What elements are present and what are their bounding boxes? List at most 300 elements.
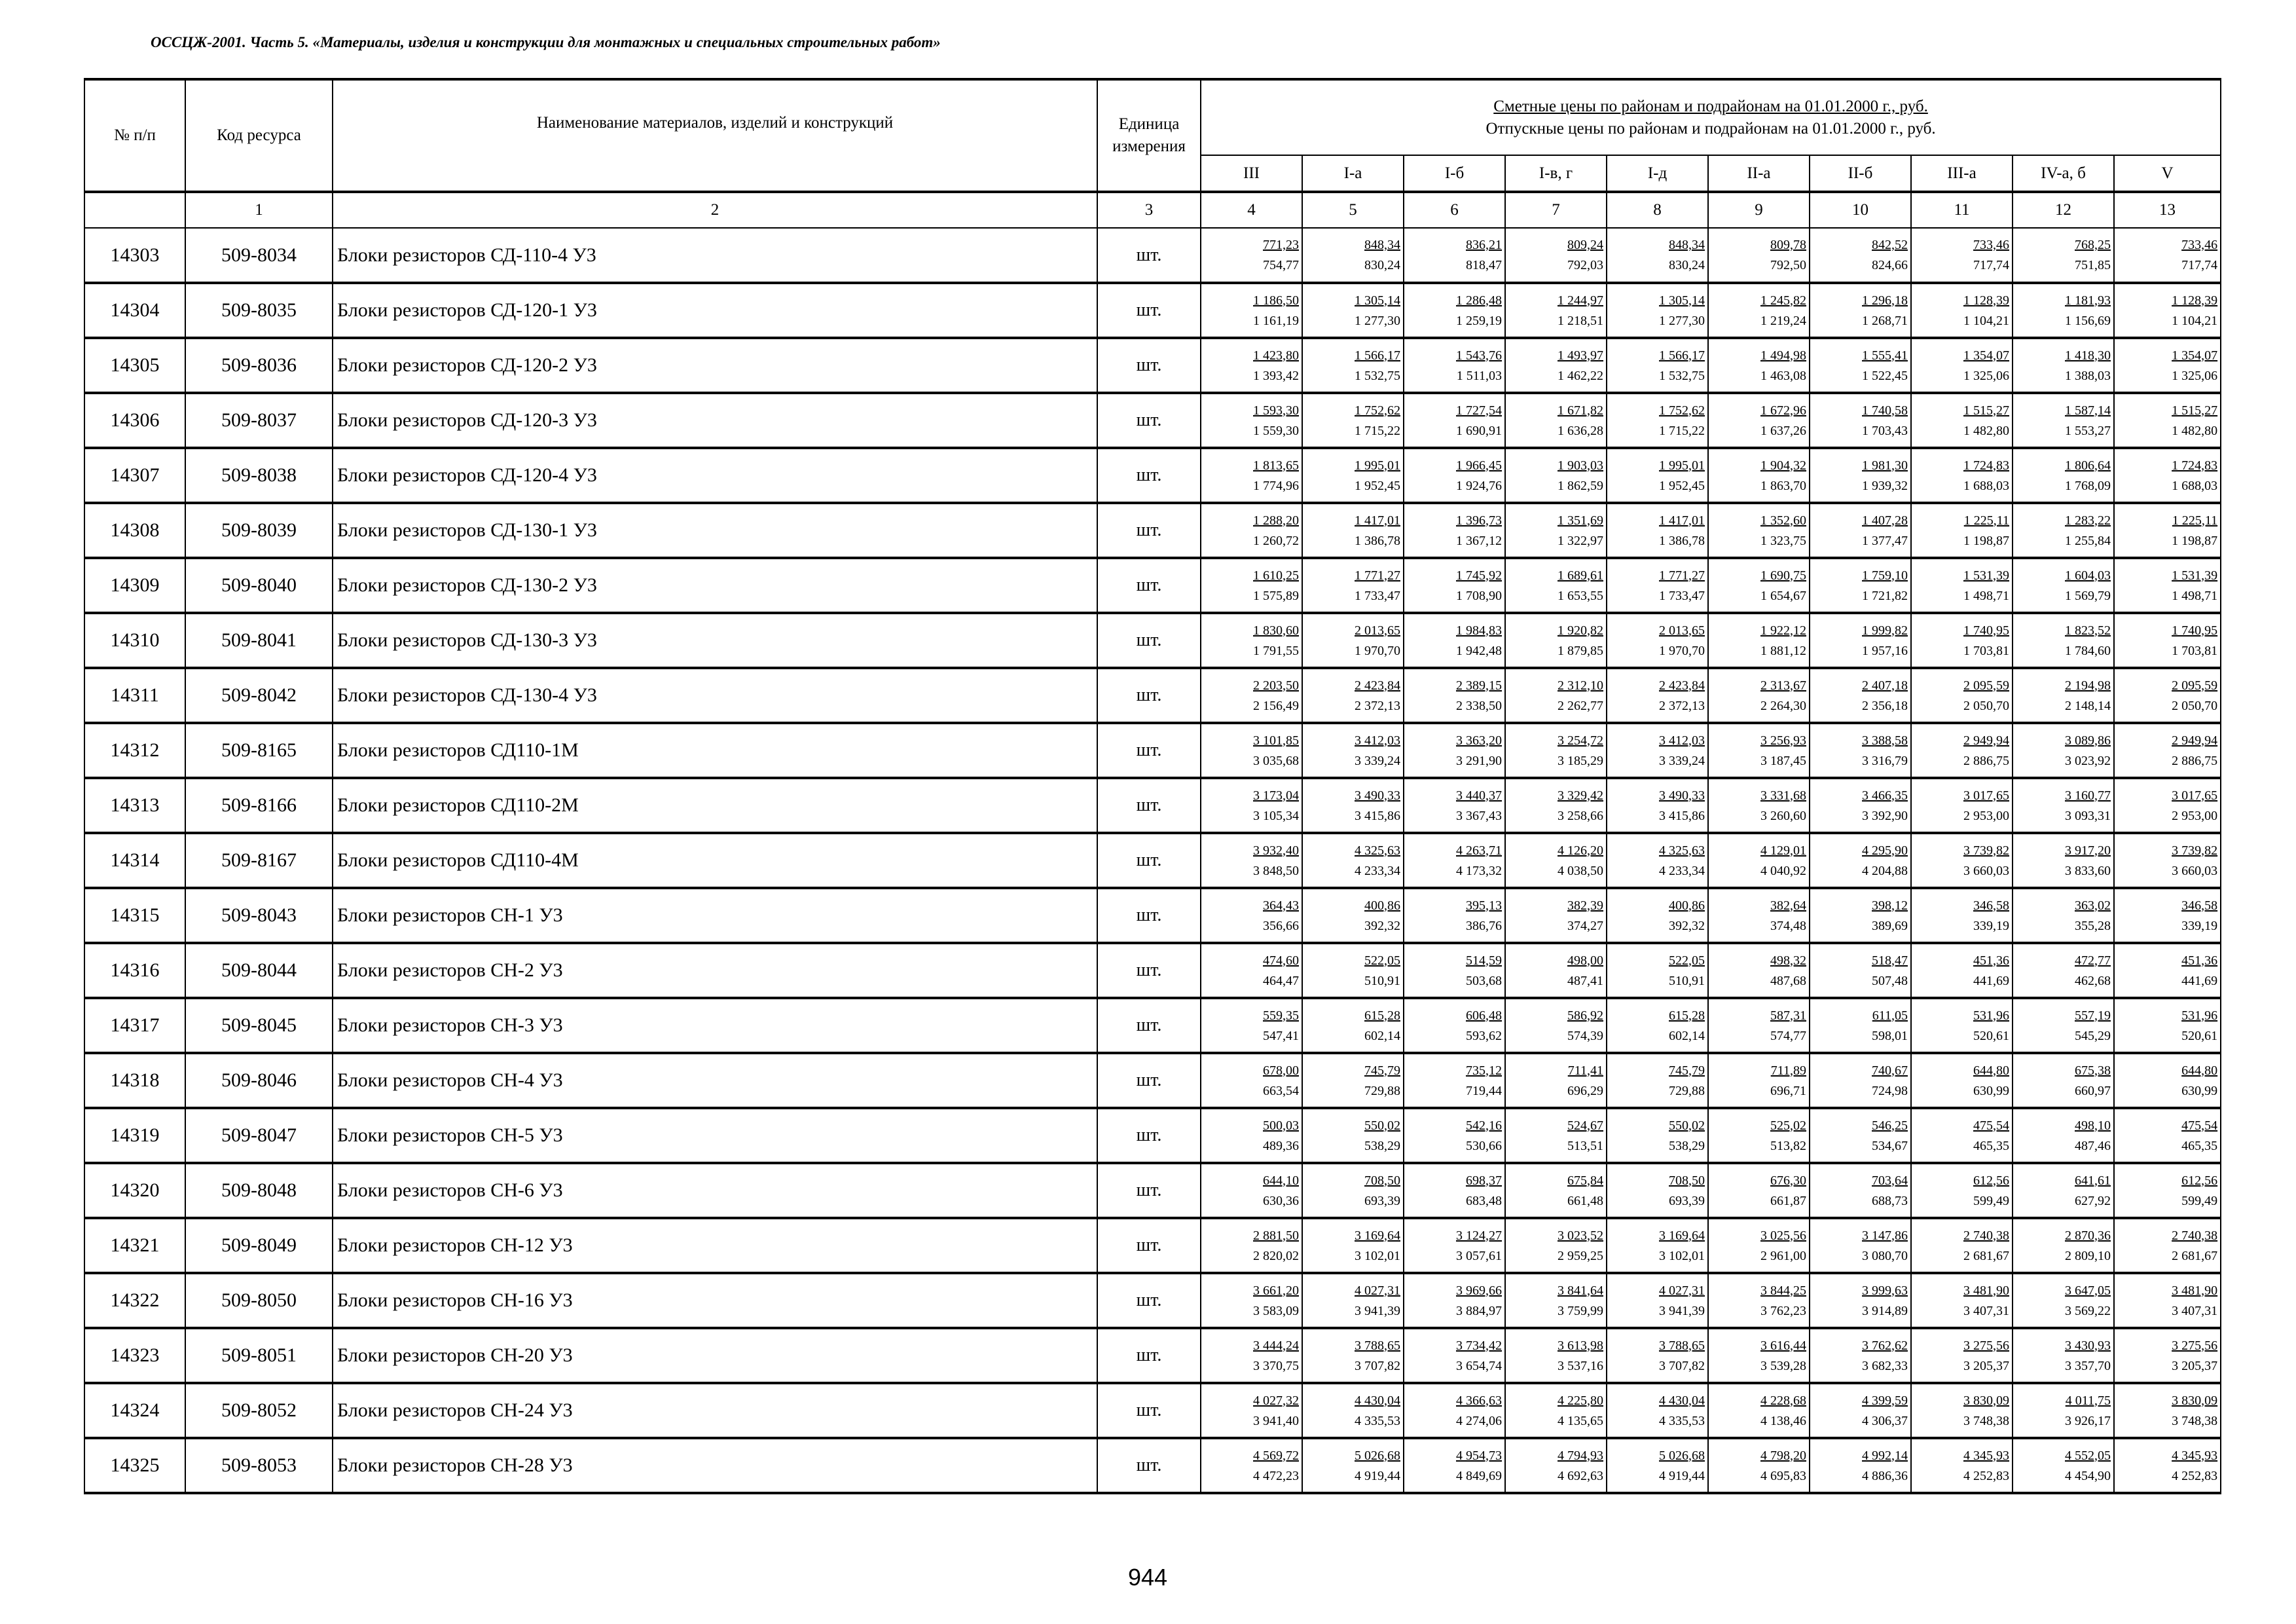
- release-price: 2 372,13: [1659, 698, 1705, 713]
- resource-code: 509-8048: [185, 1163, 333, 1218]
- row-number: 14309: [84, 558, 185, 613]
- table-row: [84, 558, 2221, 613]
- release-price: 3 407,31: [2172, 1303, 2218, 1318]
- release-price: 1 791,55: [1253, 643, 1299, 658]
- price-cell: [1201, 1108, 1302, 1163]
- table-row: [84, 723, 2221, 778]
- price-cell: [1911, 1053, 2013, 1108]
- table-row: [84, 833, 2221, 888]
- price-cell: [1404, 283, 1505, 338]
- release-price: 660,97: [2075, 1083, 2111, 1098]
- price-cell: [1201, 888, 1302, 943]
- estimate-price: 1 351,69: [1558, 513, 1603, 528]
- estimate-price: 1 995,01: [1659, 458, 1705, 473]
- resource-code: 509-8040: [185, 558, 333, 613]
- estimate-price: 2 013,65: [1355, 623, 1400, 638]
- unit: шт.: [1097, 613, 1201, 668]
- price-cell: [2013, 1053, 2114, 1108]
- price-cell: [2114, 1163, 2221, 1218]
- price-cell: [1201, 668, 1302, 723]
- price-cell: [1607, 778, 1708, 833]
- estimate-price: 395,13: [1466, 898, 1502, 913]
- unit: шт.: [1097, 448, 1201, 503]
- estimate-price: 3 734,42: [1456, 1338, 1502, 1353]
- price-cell: [1505, 503, 1607, 558]
- price-cell: [1302, 943, 1404, 998]
- release-price: 4 233,34: [1355, 863, 1400, 878]
- table-row: [84, 283, 2221, 338]
- estimate-price: 1 740,58: [1862, 403, 1908, 418]
- price-cell: [1404, 943, 1505, 998]
- price-cell: [1607, 448, 1708, 503]
- estimate-price: 1 244,97: [1558, 293, 1603, 308]
- estimate-price: 4 954,73: [1456, 1448, 1502, 1463]
- release-price: 547,41: [1263, 1028, 1299, 1043]
- price-cell: [1911, 448, 2013, 503]
- estimate-price: 1 671,82: [1558, 403, 1603, 418]
- release-price: 1 636,28: [1558, 423, 1603, 438]
- item-name: Блоки резисторов СН-1 У3: [333, 888, 1097, 943]
- estimate-price: 4 027,31: [1659, 1283, 1705, 1298]
- price-cell: [2114, 833, 2221, 888]
- price-cell: [1404, 613, 1505, 668]
- estimate-price: 1 672,96: [1760, 403, 1806, 418]
- estimate-price: 3 613,98: [1558, 1338, 1603, 1353]
- estimate-price: 1 752,62: [1659, 403, 1705, 418]
- price-cell: [1607, 613, 1708, 668]
- price-cell: [2114, 1218, 2221, 1273]
- release-price: 1 377,47: [1862, 533, 1908, 548]
- row-number: 14306: [84, 393, 185, 448]
- release-price: 356,66: [1263, 918, 1299, 933]
- price-cell: [1404, 998, 1505, 1053]
- price-cell: [1810, 393, 1911, 448]
- estimate-price: 2 423,84: [1355, 678, 1400, 693]
- release-price: 2 264,30: [1760, 698, 1806, 713]
- release-price: 630,99: [2181, 1083, 2218, 1098]
- release-price: 3 848,50: [1253, 863, 1299, 878]
- table-row: [84, 393, 2221, 448]
- estimate-price: 531,96: [2181, 1008, 2218, 1023]
- price-cell: [1302, 228, 1404, 283]
- price-cell: [1810, 668, 1911, 723]
- estimate-price: 1 966,45: [1456, 458, 1502, 473]
- estimate-price: 1 771,27: [1659, 568, 1705, 583]
- release-price: 4 204,88: [1862, 863, 1908, 878]
- price-cell: [1505, 1438, 1607, 1493]
- price-cell: [1708, 1218, 1810, 1273]
- price-cell: [1302, 998, 1404, 1053]
- release-price: 3 105,34: [1253, 808, 1299, 823]
- release-price: 538,29: [1669, 1138, 1705, 1153]
- estimate-price: 525,02: [1770, 1118, 1806, 1133]
- column-number: 5: [1302, 192, 1404, 228]
- region-header: II-б: [1810, 155, 1911, 192]
- estimate-price: 615,28: [1364, 1008, 1400, 1023]
- price-cell: [1810, 1218, 1911, 1273]
- resource-code: 509-8043: [185, 888, 333, 943]
- release-price: 1 482,80: [1963, 423, 2009, 438]
- table-row: [84, 668, 2221, 723]
- price-cell: [1810, 1163, 1911, 1218]
- resource-code: 509-8039: [185, 503, 333, 558]
- estimate-price: 3 481,90: [2172, 1283, 2218, 1298]
- unit: шт.: [1097, 1438, 1201, 1493]
- estimate-price: 4 366,63: [1456, 1393, 1502, 1408]
- release-price: 574,77: [1770, 1028, 1806, 1043]
- estimate-price: 676,30: [1770, 1173, 1806, 1188]
- estimate-price: 4 027,31: [1355, 1283, 1400, 1298]
- release-price: 717,74: [2181, 258, 2218, 272]
- estimate-price: 1 225,11: [1963, 513, 2009, 528]
- price-cell: [1607, 283, 1708, 338]
- release-price: 3 260,60: [1760, 808, 1806, 823]
- price-cell: [1505, 1273, 1607, 1328]
- price-cell: [1911, 613, 2013, 668]
- release-price: 4 306,37: [1862, 1413, 1908, 1428]
- price-cell: [2013, 393, 2114, 448]
- unit: шт.: [1097, 668, 1201, 723]
- estimate-price: 3 466,35: [1862, 788, 1908, 803]
- estimate-price: 1 830,60: [1253, 623, 1299, 638]
- estimate-price: 498,00: [1567, 953, 1603, 968]
- estimate-price: 586,92: [1567, 1008, 1603, 1023]
- price-cell: [1708, 1053, 1810, 1108]
- price-cell: [1607, 833, 1708, 888]
- estimate-price: 2 203,50: [1253, 678, 1299, 693]
- release-price: 717,74: [1973, 258, 2009, 272]
- estimate-price: 522,05: [1669, 953, 1705, 968]
- price-cell: [1911, 1383, 2013, 1438]
- release-price: 3 884,97: [1456, 1303, 1502, 1318]
- price-cell: [1708, 393, 1810, 448]
- release-price: 530,66: [1466, 1138, 1502, 1153]
- release-price: 1 463,08: [1760, 368, 1806, 383]
- price-cell: [1911, 283, 2013, 338]
- estimate-price: 4 027,32: [1253, 1393, 1299, 1408]
- estimate-price: 451,36: [2181, 953, 2218, 968]
- release-price: 545,29: [2075, 1028, 2111, 1043]
- estimate-price: 644,80: [1973, 1063, 2009, 1078]
- estimate-price: 1 531,39: [1963, 568, 2009, 583]
- estimate-price: 4 345,93: [2172, 1448, 2218, 1463]
- release-price: 3 291,90: [1456, 753, 1502, 768]
- release-price: 2 809,10: [2065, 1248, 2111, 1263]
- release-price: 3 057,61: [1456, 1248, 1502, 1263]
- region-header: II-а: [1708, 155, 1810, 192]
- estimate-price: 4 345,93: [1963, 1448, 2009, 1463]
- price-cell: [1201, 1273, 1302, 1328]
- estimate-price: 500,03: [1263, 1118, 1299, 1133]
- estimate-price: 3 969,66: [1456, 1283, 1502, 1298]
- price-cell: [1505, 833, 1607, 888]
- release-price: 2 050,70: [1963, 698, 2009, 713]
- price-cell: [1505, 888, 1607, 943]
- unit: шт.: [1097, 998, 1201, 1053]
- price-cell: [1201, 833, 1302, 888]
- release-price: 1 255,84: [2065, 533, 2111, 548]
- estimate-price: 1 543,76: [1456, 348, 1502, 363]
- estimate-price: 3 932,40: [1253, 843, 1299, 858]
- row-number: 14315: [84, 888, 185, 943]
- price-cell: [1404, 1438, 1505, 1493]
- release-price: 513,51: [1567, 1138, 1603, 1153]
- estimate-price: 1 352,60: [1760, 513, 1806, 528]
- estimate-price: 809,78: [1770, 238, 1806, 252]
- release-price: 1 559,30: [1253, 423, 1299, 438]
- estimate-price: 1 354,07: [1963, 348, 2009, 363]
- estimate-price: 3 017,65: [1963, 788, 2009, 803]
- price-cell: [1708, 1163, 1810, 1218]
- release-price: 4 252,83: [2172, 1468, 2218, 1483]
- estimate-price: 735,12: [1466, 1063, 1502, 1078]
- estimate-price: 1 745,92: [1456, 568, 1502, 583]
- price-cell: [1302, 1163, 1404, 1218]
- price-cell: [2013, 723, 2114, 778]
- column-number: 4: [1201, 192, 1302, 228]
- release-price: 1 862,59: [1558, 478, 1603, 493]
- estimate-price: 733,46: [1973, 238, 2009, 252]
- row-number: 14320: [84, 1163, 185, 1218]
- price-cell: [1607, 1108, 1708, 1163]
- release-price: 1 654,67: [1760, 588, 1806, 603]
- estimate-price: 5 026,68: [1659, 1448, 1705, 1463]
- item-name: Блоки резисторов СД-130-1 У3: [333, 503, 1097, 558]
- estimate-price: 3 173,04: [1253, 788, 1299, 803]
- price-cell: [2013, 448, 2114, 503]
- release-price: 355,28: [2075, 918, 2111, 933]
- release-price: 4 472,23: [1253, 1468, 1299, 1483]
- estimate-price: 1 396,73: [1456, 513, 1502, 528]
- release-price: 3 339,24: [1659, 753, 1705, 768]
- row-number: 14311: [84, 668, 185, 723]
- price-cell: [1302, 558, 1404, 613]
- price-cell: [1911, 943, 2013, 998]
- row-number: 14313: [84, 778, 185, 833]
- release-price: 4 919,44: [1659, 1468, 1705, 1483]
- release-price: 4 335,53: [1659, 1413, 1705, 1428]
- release-price: 1 863,70: [1760, 478, 1806, 493]
- estimate-price: 4 228,68: [1760, 1393, 1806, 1408]
- release-price: 4 886,36: [1862, 1468, 1908, 1483]
- release-price: 661,48: [1567, 1193, 1603, 1208]
- price-cell: [1302, 1218, 1404, 1273]
- release-price: 1 942,48: [1456, 643, 1502, 658]
- estimate-price: 4 992,14: [1862, 1448, 1908, 1463]
- unit: шт.: [1097, 1218, 1201, 1273]
- release-price: 693,39: [1364, 1193, 1400, 1208]
- resource-code: 509-8166: [185, 778, 333, 833]
- release-price: 1 703,43: [1862, 423, 1908, 438]
- release-price: 729,88: [1669, 1083, 1705, 1098]
- price-cell: [1810, 1438, 1911, 1493]
- estimate-price: 2 313,67: [1760, 678, 1806, 693]
- release-price: 1 104,21: [2172, 313, 2218, 328]
- release-price: 1 774,96: [1253, 478, 1299, 493]
- price-cell: [1607, 1053, 1708, 1108]
- release-price: 2 959,25: [1558, 1248, 1603, 1263]
- estimate-price: 4 798,20: [1760, 1448, 1806, 1463]
- release-price: 2 681,67: [2172, 1248, 2218, 1263]
- estimate-price: 382,39: [1567, 898, 1603, 913]
- table-row: [84, 998, 2221, 1053]
- estimate-price: 363,02: [2075, 898, 2111, 913]
- resource-code: 509-8035: [185, 283, 333, 338]
- estimate-price: 4 399,59: [1862, 1393, 1908, 1408]
- item-name: Блоки резисторов СД-120-4 У3: [333, 448, 1097, 503]
- estimate-price: 1 759,10: [1862, 568, 1908, 583]
- release-price: 3 941,39: [1659, 1303, 1705, 1318]
- estimate-price: 1 493,97: [1558, 348, 1603, 363]
- price-cell: [1607, 943, 1708, 998]
- price-cell: [1607, 228, 1708, 283]
- release-price: 4 274,06: [1456, 1413, 1502, 1428]
- estimate-price: 4 126,20: [1558, 843, 1603, 858]
- estimate-price: 3 275,56: [2172, 1338, 2218, 1353]
- header-unit: Единица измерения: [1097, 79, 1201, 192]
- release-price: 661,87: [1770, 1193, 1806, 1208]
- estimate-price: 1 995,01: [1355, 458, 1400, 473]
- price-cell: [1708, 723, 1810, 778]
- estimate-price: 3 169,64: [1659, 1228, 1705, 1243]
- price-cell: [1201, 503, 1302, 558]
- release-price: 1 156,69: [2065, 313, 2111, 328]
- price-cell: [1810, 338, 1911, 393]
- release-price: 724,98: [1872, 1083, 1908, 1098]
- header-num: № п/п: [84, 79, 185, 192]
- estimate-price: 1 922,12: [1760, 623, 1806, 638]
- item-name: Блоки резисторов СН-28 У3: [333, 1438, 1097, 1493]
- release-price: 693,39: [1669, 1193, 1705, 1208]
- price-cell: [1708, 1273, 1810, 1328]
- release-price: 1 532,75: [1355, 368, 1400, 383]
- price-cell: [1505, 1218, 1607, 1273]
- price-cell: [1607, 1438, 1708, 1493]
- unit: шт.: [1097, 1328, 1201, 1383]
- unit: шт.: [1097, 1108, 1201, 1163]
- estimate-price: 1 806,64: [2065, 458, 2111, 473]
- price-cell: [1404, 833, 1505, 888]
- estimate-price: 711,41: [1567, 1063, 1603, 1078]
- price-cell: [1505, 393, 1607, 448]
- release-price: 3 941,40: [1253, 1413, 1299, 1428]
- price-cell: [1201, 1053, 1302, 1108]
- release-price: 830,24: [1669, 258, 1705, 272]
- release-price: 830,24: [1364, 258, 1400, 272]
- price-cell: [1201, 778, 1302, 833]
- estimate-price: 1 417,01: [1659, 513, 1705, 528]
- unit: шт.: [1097, 228, 1201, 283]
- header-prices: [1201, 79, 2221, 155]
- release-price: 1 569,79: [2065, 588, 2111, 603]
- estimate-price: 3 788,65: [1659, 1338, 1705, 1353]
- row-number: 14323: [84, 1328, 185, 1383]
- column-number: 2: [333, 192, 1097, 228]
- price-cell: [2114, 1328, 2221, 1383]
- release-price: 4 233,34: [1659, 863, 1705, 878]
- price-cell: [1810, 1328, 1911, 1383]
- release-price: 386,76: [1466, 918, 1502, 933]
- region-header: III: [1201, 155, 1302, 192]
- price-cell: [1911, 558, 2013, 613]
- price-cell: [1911, 1438, 2013, 1493]
- price-cell: [2114, 558, 2221, 613]
- price-cell: [2114, 888, 2221, 943]
- estimate-price: 3 440,37: [1456, 788, 1502, 803]
- estimate-price: 3 256,93: [1760, 733, 1806, 748]
- price-cell: [1201, 228, 1302, 283]
- price-cell: [2013, 833, 2114, 888]
- resource-code: 509-8034: [185, 228, 333, 283]
- release-price: 4 692,63: [1558, 1468, 1603, 1483]
- price-cell: [1607, 1218, 1708, 1273]
- release-price: 1 637,26: [1760, 423, 1806, 438]
- price-cell: [1201, 723, 1302, 778]
- release-price: 1 482,80: [2172, 423, 2218, 438]
- estimate-price: 3 017,65: [2172, 788, 2218, 803]
- price-cell: [1911, 723, 2013, 778]
- table-row: [84, 778, 2221, 833]
- price-cell: [1505, 613, 1607, 668]
- estimate-price: 2 095,59: [1963, 678, 2009, 693]
- release-price: 487,68: [1770, 973, 1806, 988]
- estimate-price: 2 407,18: [1862, 678, 1908, 693]
- release-price: 374,27: [1567, 918, 1603, 933]
- estimate-price: 518,47: [1872, 953, 1908, 968]
- release-price: 4 138,46: [1760, 1413, 1806, 1428]
- column-number: 12: [2013, 192, 2114, 228]
- release-price: 4 454,90: [2065, 1468, 2111, 1483]
- release-price: 602,14: [1669, 1028, 1705, 1043]
- estimate-price: 3 147,86: [1862, 1228, 1908, 1243]
- estimate-price: 1 418,30: [2065, 348, 2111, 363]
- release-price: 2 156,49: [1253, 698, 1299, 713]
- price-cell: [1201, 613, 1302, 668]
- release-price: 3 941,39: [1355, 1303, 1400, 1318]
- estimate-price: 848,34: [1669, 238, 1705, 252]
- table-row: [84, 1328, 2221, 1383]
- estimate-price: 2 740,38: [2172, 1228, 2218, 1243]
- resource-code: 509-8044: [185, 943, 333, 998]
- item-name: Блоки резисторов СД110-1М: [333, 723, 1097, 778]
- price-cell: [2013, 283, 2114, 338]
- price-cell: [1911, 1328, 2013, 1383]
- price-cell: [2114, 283, 2221, 338]
- estimate-price: 2 949,94: [1963, 733, 2009, 748]
- release-price: 2 681,67: [1963, 1248, 2009, 1263]
- region-header: I-а: [1302, 155, 1404, 192]
- estimate-price: 3 275,56: [1963, 1338, 2009, 1353]
- release-price: 1 259,19: [1456, 313, 1502, 328]
- estimate-price: 1 981,30: [1862, 458, 1908, 473]
- estimate-price: 678,00: [1263, 1063, 1299, 1078]
- estimate-price: 4 794,93: [1558, 1448, 1603, 1463]
- price-cell: [1302, 723, 1404, 778]
- estimate-price: 3 331,68: [1760, 788, 1806, 803]
- estimate-price: 733,46: [2181, 238, 2218, 252]
- estimate-price: 3 616,44: [1760, 1338, 1806, 1353]
- estimate-price: 3 254,72: [1558, 733, 1603, 748]
- row-number: 14310: [84, 613, 185, 668]
- unit: шт.: [1097, 1053, 1201, 1108]
- estimate-price: 3 788,65: [1355, 1338, 1400, 1353]
- item-name: Блоки резисторов СД-110-4 У3: [333, 228, 1097, 283]
- price-cell: [1607, 1163, 1708, 1218]
- release-price: 3 370,75: [1253, 1358, 1299, 1373]
- price-cell: [1607, 558, 1708, 613]
- release-price: 602,14: [1364, 1028, 1400, 1043]
- estimate-price: 3 917,20: [2065, 843, 2111, 858]
